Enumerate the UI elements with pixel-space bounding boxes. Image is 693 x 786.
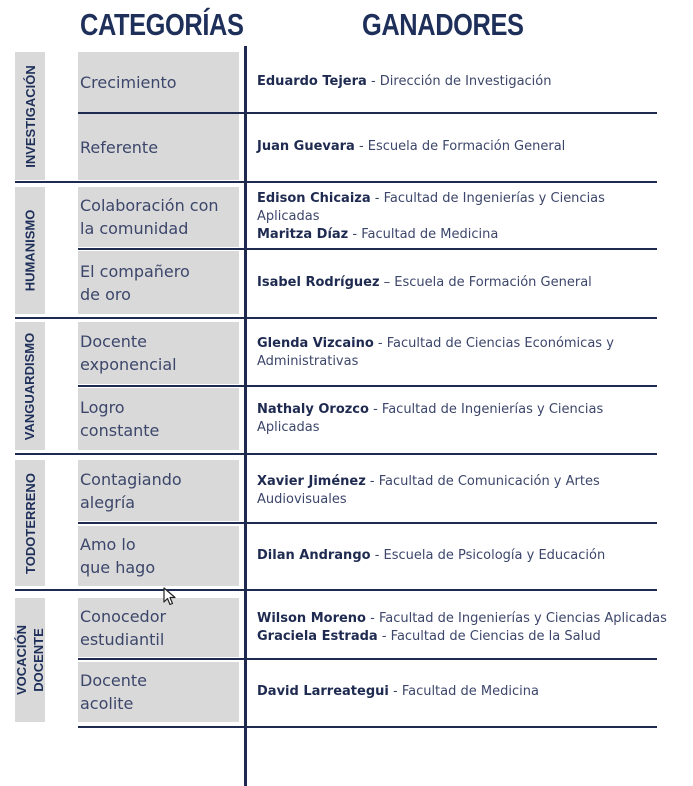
winner-unit: Facultad de Ingenierías y Ciencias Aplicadas [257,402,604,435]
category-name [80,526,230,586]
category-label: Contagiando alegría [80,469,182,512]
winner-name: Isabel Rodríguez [257,274,380,290]
winner-separator: - [388,684,402,699]
winner-cell [257,114,667,180]
winner-unit: Escuela de Formación General [367,139,566,154]
category-label: Colaboración con la comunidad [80,196,219,238]
category-name [80,598,230,657]
winner-unit: Facultad de Ciencias Económicas y Administrativas [257,336,614,369]
group-divider [15,589,244,591]
category-name [80,251,230,314]
winner-entry [257,473,667,509]
group-label-text: VANGUARDISMO [22,332,38,440]
winner-cell [257,526,667,586]
winner-entry [257,547,605,565]
category-name [80,187,230,247]
winner-separator: - [377,628,391,644]
group-label-text: HUMANISMO [22,209,38,292]
winner-entry [257,190,667,226]
winner-unit: Facultad de Ingenierías y Ciencias Aplicadas [378,610,667,626]
winner-unit: Escuela de Formación General [394,274,592,290]
winner-name: Dilan Andrango [257,548,371,563]
group-label [15,187,45,314]
winner-entry [257,226,667,244]
category-name [80,388,230,450]
group-label [15,460,45,586]
winner-cell [257,662,667,722]
winner-separator: – [379,274,395,290]
winner-name: Nathaly Orozco [257,402,369,417]
category-label: Logro constante [80,398,160,440]
column-divider [244,46,247,786]
category-name [80,460,230,521]
winner-unit: Facultad de Medicina [401,684,539,699]
winner-entry [257,401,667,437]
winner-name: Eduardo Tejera [257,74,367,89]
winner-name: Edison Chicaiza [257,191,371,206]
category-label: Referente [80,137,159,157]
winner-separator: - [348,227,362,242]
winner-separator: - [366,74,380,89]
winner-cell [257,52,667,112]
category-name [80,52,230,112]
winner-name: Glenda Vizcaino [257,336,374,351]
winner-separator: - [370,191,384,206]
category-label: Docente exponencial [80,332,177,374]
winner-name: Xavier Jiménez [257,473,366,489]
winner-name: Juan Guevara [257,139,355,154]
winner-name: Maritza Díaz [257,227,349,242]
winner-separator: - [365,610,379,626]
category-name [80,662,230,722]
category-label: Docente acolite [80,671,148,713]
winner-entry [257,73,552,91]
winners-header: GANADORES [362,7,524,42]
group-label-text: INVESTIGACIÓN [22,64,38,168]
winner-name: Wilson Moreno [257,610,366,626]
winner-separator: - [354,139,368,154]
group-divider [15,181,244,183]
winner-unit: Facultad de Comunicación y Artes Audiovisuales [257,473,600,507]
winner-cell [257,388,667,450]
winner-entry [257,335,667,371]
categories-header: CATEGORÍAS [80,7,244,42]
row-divider [78,385,657,387]
winner-entry [257,138,565,156]
winner-separator: - [368,402,382,417]
winner-entry [257,628,667,646]
category-label: El compañero de oro [80,261,190,304]
winner-entry [257,683,539,701]
winner-unit: Facultad de Ciencias de la Salud [390,628,601,644]
row-divider [78,658,657,660]
winner-cell [257,322,667,384]
winner-cell [257,187,667,247]
winner-name: David Larreategui [257,684,389,699]
row-divider [78,522,657,524]
winner-unit: Facultad de Medicina [361,227,499,242]
winner-name: Graciela Estrada [257,628,378,644]
category-name [80,322,230,384]
winner-separator: - [373,336,387,351]
group-label [15,52,45,180]
group-label [15,598,45,722]
winner-entry [257,274,592,292]
winner-unit: Dirección de Investigación [379,74,552,89]
group-label-text: TODOTERRENO [22,472,38,574]
winner-entry [257,610,667,628]
mouse-pointer-icon [163,587,177,607]
category-label: Conocedor estudiantil [80,606,167,649]
group-label-text: VOCACIÓN DOCENTE [14,624,46,696]
winner-cell [257,251,667,314]
group-label [15,322,45,450]
winner-cell [257,598,667,657]
row-divider [78,248,657,250]
group-divider [15,317,244,319]
category-label: Amo lo que hago [80,535,156,577]
winner-separator: - [370,548,384,563]
group-divider [15,453,244,455]
winner-unit: Escuela de Psicología y Educación [383,548,606,563]
category-name [80,114,230,180]
winner-separator: - [365,473,379,489]
winner-unit: Facultad de Ingenierías y Ciencias Aplicadas [257,191,605,224]
category-label: Crecimiento [80,72,177,92]
row-divider [78,726,657,728]
winner-cell [257,460,667,521]
